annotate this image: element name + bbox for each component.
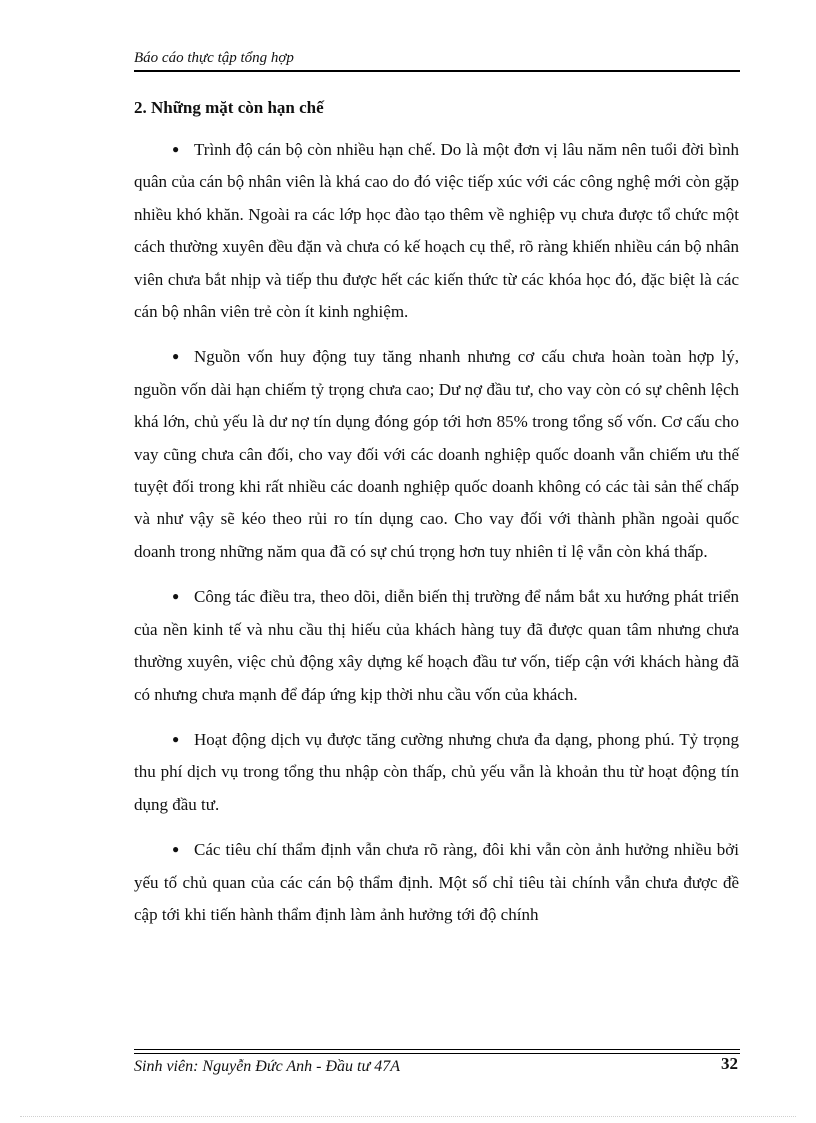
page-number: 32 xyxy=(721,1054,738,1073)
bullet-icon: ● xyxy=(172,349,180,364)
paragraph-text: Nguồn vốn huy động tuy tăng nhanh nhưng cơ cấu chưa hoàn toàn hợp lý, nguồn vốn dài hạn chiếm tỷ trọng chưa cao; Dư nợ đầu tư, cho vay còn có sự chênh lệch khá lớn, chủ yếu là dư nợ tín dụng đóng góp tới hơn 85% trong tổng số vốn. Cơ cấu cho vay cũng chưa cân đối, cho vay đối với các doanh nghiệp quốc doanh vẫn chiếm ưu thế tuyệt đối trong khi rất nhiều các doanh nghiệp quốc doanh không có các tài sản thế chấp và như vậy sẽ kéo theo rủi ro tín dụng cao. Cho vay đối với thành phần ngoài quốc doanh trong những năm qua đã có sự chú trọng hơn tuy nhiên tỉ lệ vẫn còn khá thấp. xyxy=(134,347,739,561)
footer-divider xyxy=(134,1053,740,1054)
bullet-paragraph xyxy=(134,723,739,821)
bullet-paragraph xyxy=(134,340,739,568)
paragraph-text: Hoạt động dịch vụ được tăng cường nhưng chưa đa dạng, phong phú. Tỷ trọng thu phí dịch vụ trong tổng thu nhập còn thấp, chủ yếu vẫn là khoản thu từ hoạt động tín dụng đầu tư. xyxy=(134,729,739,814)
header-divider xyxy=(134,70,740,72)
bullet-paragraph xyxy=(134,833,739,931)
footer-divider xyxy=(134,1049,740,1050)
bullet-icon: ● xyxy=(172,142,180,156)
paragraph-text: Công tác điều tra, theo dõi, diễn biến thị trường để nắm bắt xu hướng phát triển của nền kinh tế và nhu cầu thị hiếu của khách hàng tuy đã được quan tâm nhưng chưa thường xuyên, việc chủ động xây dựng kế hoạch đầu tư vốn, tiếp cận với khách hàng đã có nhưng chưa mạnh để đáp ứng kịp thời nhu cầu vốn của khách. xyxy=(134,587,739,704)
bullet-icon: ● xyxy=(172,842,180,857)
page-edge xyxy=(20,1116,796,1117)
body-text xyxy=(134,133,739,943)
bullet-icon: ● xyxy=(172,589,180,604)
bullet-paragraph xyxy=(134,133,739,328)
bullet-icon: ● xyxy=(172,731,180,746)
paragraph-text: Trình độ cán bộ còn nhiều hạn chế. Do là một đơn vị lâu năm nên tuổi đời bình quân của cán bộ nhân viên là khá cao do đó việc tiếp xúc với các công nghệ mới còn gặp nhiều khó khăn. Ngoài ra các lớp học đào tạo thêm về nghiệp vụ chưa được tổ chức một cách thường xuyên đều đặn và chưa có kế hoạch cụ thể, rõ ràng khiến nhiều cán bộ nhân viên chưa bắt nhịp và tiếp thu được hết các kiến thức từ các khóa học đó, đặc biệt là các cán bộ nhân viên trẻ còn ít kinh nghiệm. xyxy=(134,140,739,322)
running-header: Báo cáo thực tập tổng hợp xyxy=(134,50,294,66)
bullet-paragraph xyxy=(134,580,739,711)
section-title: 2. Những mặt còn hạn chế xyxy=(134,98,324,117)
paragraph-text: Các tiêu chí thẩm định vẫn chưa rõ ràng, đôi khi vẫn còn ảnh hưởng nhiều bởi yếu tố chủ quan của các cán bộ thẩm định. Một số chỉ tiêu tài chính vẫn chưa được đề cập tới khi tiến hành thẩm định làm ảnh hưởng tới độ chính xyxy=(134,840,739,924)
footer-author: Sinh viên: Nguyễn Đức Anh - Đầu tư 47A xyxy=(134,1058,400,1075)
